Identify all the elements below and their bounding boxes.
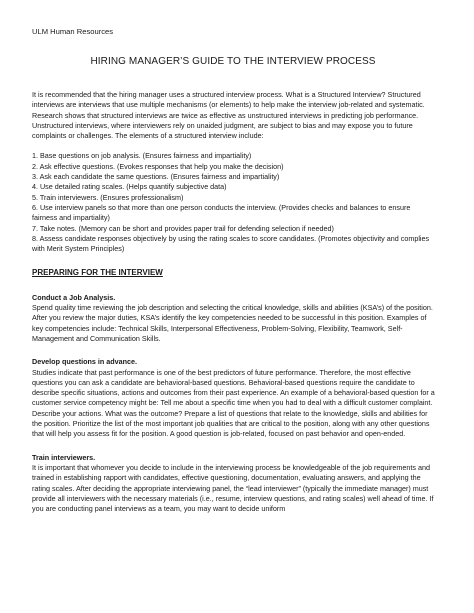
subsection-heading: Develop questions in advance. xyxy=(32,357,138,367)
intro-paragraph: It is recommended that the hiring manager uses a structured interview process. What is a Structured Interview? Structured interviews are interviews that use multiple mechanisms (or elements) to help make the interview job-related and systematic. Research shows that structured interviews are twice as effective as unstructured interviews in predicting job performance. Unstructured interviews, where interviewers rely on unaided judgment, are subject to bias and may expose you to future complaints or challenges. The elements of a structured interview include: xyxy=(32,90,425,141)
subsection-text: Studies indicate that past performance is one of the best predictors of future performance. Therefore, the most effective questions you can ask a candidate are behavioral-based questions. Behavioral-based questions require the candidate to describe specific situations, actions and outcomes from their past experience. An example of a behavioral-based question for a customer service competency might be: Tell me about a specific time when you had to deal with a difficult customer complaint. Describe your actions. What was the outcome? Prepare a list of questions that relate to the knowledge, skills and abilities for the position. Prioritize the list of the most important job qualities that are critical to the position, along with any other questions that will help you assess fit for the position. A good question is job-related, focused on past behavior and open-ended. xyxy=(32,367,435,439)
list-item: 2. Ask effective questions. (Evokes responses that help you make the decision) xyxy=(32,161,284,171)
subsection-text: It is important that whomever you decide to include in the interviewing process be knowledgeable of the job requirements and trained in establishing rapport with candidates, effective questioning, documentation, evaluating answers, and applying the rating scales. After deciding the appropriate interviewing panel, the “lead interviewer” (typically the immediate manager) must provide all interviewers with the necessary materials (i.e., resume, interview questions, and rating scales) well ahead of time. If you are conducting panel interviews as a team, you may want to decide uniform xyxy=(32,462,434,514)
list-item: 1. Base questions on job analysis. (Ensures fairness and impartiality) xyxy=(32,151,252,161)
structured-interview-elements-list xyxy=(32,151,436,254)
subsection-heading: Train interviewers. xyxy=(32,452,96,462)
subsection-text: Spend quality time reviewing the job description and selecting the critical knowledge, skills and abilities (KSA’s) of the position. After you review the major duties, KSA’s identify the key competencies needed to be successful in this position. Examples of key competencies include: Technical Skills, Interpersonal Effectiveness, Problem-Solving, Flexibility, Teamwork, Self-Management and Communication Skills. xyxy=(32,303,433,343)
section-heading: PREPARING FOR THE INTERVIEW xyxy=(32,268,163,278)
section-job-analysis xyxy=(32,293,436,344)
page-header: ULM Human Resources xyxy=(32,27,114,36)
list-item: 4. Use detailed rating scales. (Helps quantify subjective data) xyxy=(32,182,227,192)
subsection-heading: Conduct a Job Analysis. xyxy=(32,292,116,302)
list-item: 6. Use interview panels so that more than one person conducts the interview. (Provides checks and balances to ensure fairness and impartiality) xyxy=(32,202,411,223)
list-item: 3. Ask each candidate the same questions. (Ensures fairness and impartiality) xyxy=(32,172,280,182)
document-body xyxy=(32,90,436,527)
list-item: 7. Take notes. (Memory can be short and provides paper trail for defending selection if needed) xyxy=(32,223,334,233)
list-item: 8. Assess candidate responses objectively by using the rating scales to score candidates. (Promotes objectivity and complies with Merit System Principles) xyxy=(32,233,430,254)
section-develop-questions xyxy=(32,357,436,439)
document-title: HIRING MANAGER’S GUIDE TO THE INTERVIEW PROCESS xyxy=(90,56,376,67)
list-item: 5. Train interviewers. (Ensures professionalism) xyxy=(32,192,184,202)
section-train-interviewers xyxy=(32,453,436,515)
